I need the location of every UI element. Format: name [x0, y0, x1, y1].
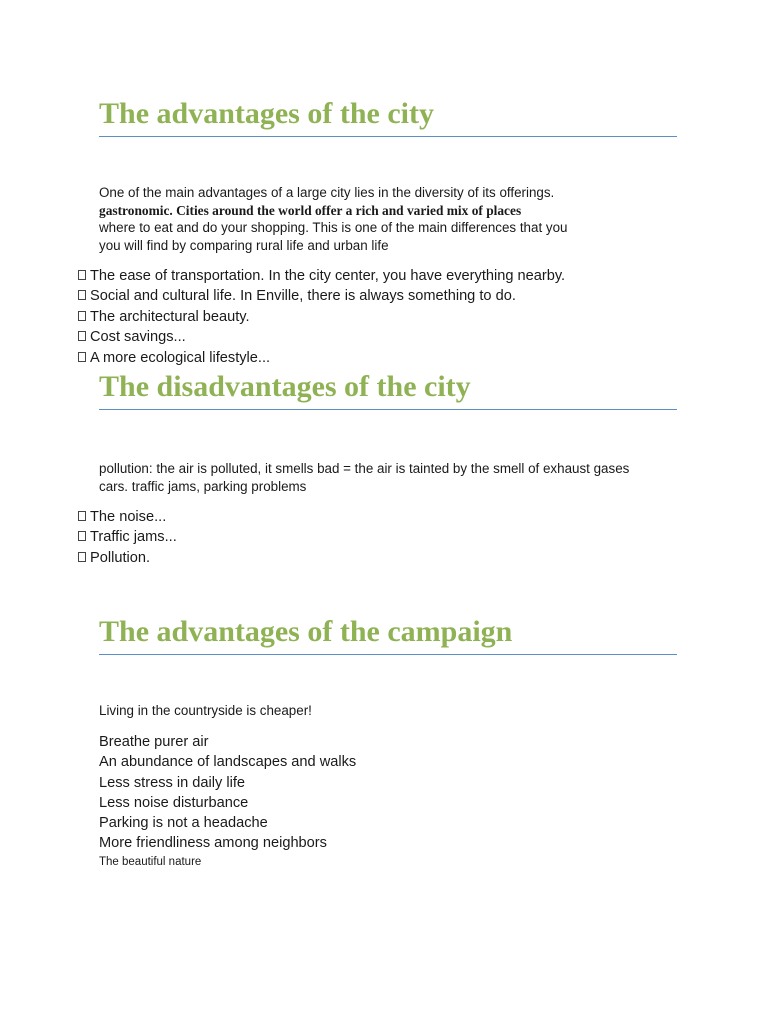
list-item: [78, 507, 177, 527]
paragraph-line: where to eat and do your shopping. This is one of the main differences that you: [99, 220, 568, 236]
city-disadvantages-paragraph: [99, 460, 629, 495]
heading-city-disadvantages: The disadvantages of the city: [99, 369, 677, 410]
paragraph-line-bold: gastronomic. Cities around the world offer a rich and varied mix of places: [99, 202, 522, 218]
list-item-text: Pollution.: [90, 549, 151, 566]
list-item: [78, 348, 565, 368]
checkbox-square-icon: [78, 511, 86, 521]
list-item-text: Cost savings...: [90, 329, 186, 346]
list-item-text: Traffic jams...: [90, 529, 177, 546]
paragraph-line: you will find by comparing rural life and urban life: [99, 237, 389, 253]
list-item: [78, 548, 177, 568]
campaign-intro: Living in the countryside is cheaper!: [99, 703, 312, 718]
list-item: [78, 266, 565, 286]
list-item-text: The ease of transportation. In the city center, you have everything nearby.: [90, 268, 566, 284]
list-item: [78, 327, 565, 347]
list-item-text: The noise...: [90, 509, 167, 525]
list-item: [78, 286, 565, 306]
list-item: Parking is not a headache: [99, 815, 268, 832]
list-item-text: The architectural beauty.: [90, 308, 250, 325]
heading-city-advantages: The advantages of the city: [99, 96, 677, 137]
paragraph-line: One of the main advantages of a large city lies in the diversity of its offerings.: [99, 185, 555, 200]
list-item: Breathe purer air: [99, 734, 209, 750]
campaign-footer-note: The beautiful nature: [99, 856, 202, 868]
paragraph-line: cars. traffic jams, parking problems: [99, 478, 307, 494]
city-disadvantages-list: [78, 507, 177, 568]
list-item: More friendliness among neighbors: [99, 835, 327, 852]
list-item: [78, 527, 177, 547]
paragraph-line: pollution: the air is polluted, it smells bad = the air is tainted by the smell of exhaust gases: [99, 461, 630, 476]
checkbox-square-icon: [78, 531, 86, 541]
checkbox-square-icon: [78, 352, 86, 362]
list-item-text: Social and cultural life. In Enville, there is always something to do.: [90, 288, 516, 305]
checkbox-square-icon: [78, 270, 86, 280]
checkbox-square-icon: [78, 311, 86, 321]
checkbox-square-icon: [78, 290, 86, 300]
campaign-advantages-list: [99, 732, 356, 854]
list-item-text: A more ecological lifestyle...: [90, 349, 271, 366]
list-item: An abundance of landscapes and walks: [99, 754, 357, 771]
city-advantages-paragraph: [99, 184, 567, 254]
list-item: Less noise disturbance: [99, 794, 249, 811]
list-item: Less stress in daily life: [99, 774, 245, 791]
list-item: [78, 307, 565, 327]
heading-campaign-advantages: The advantages of the campaign: [99, 614, 677, 655]
checkbox-square-icon: [78, 331, 86, 341]
checkbox-square-icon: [78, 552, 86, 562]
city-advantages-list: [78, 266, 565, 368]
